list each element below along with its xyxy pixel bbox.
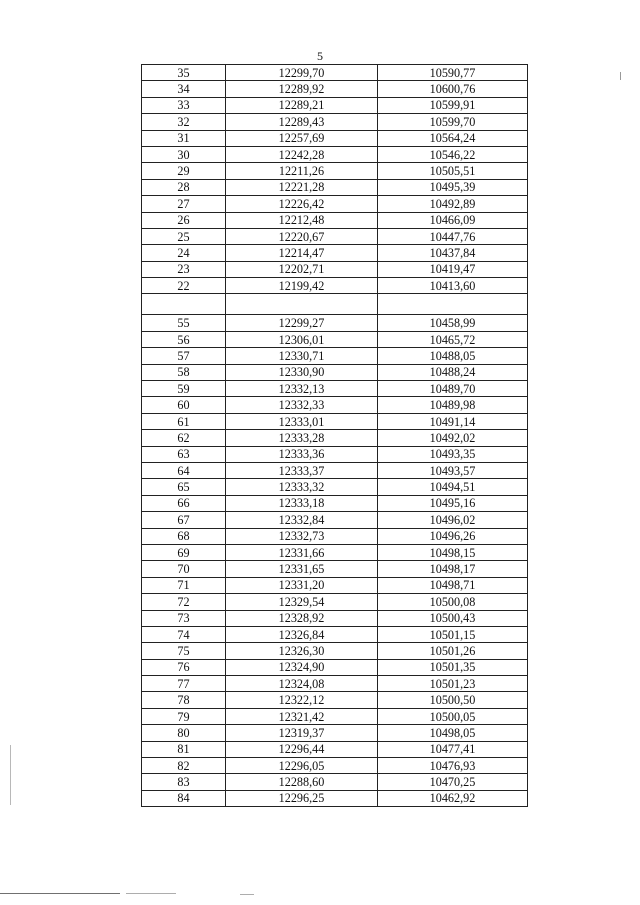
- y-coordinate-cell: 10437,84: [378, 245, 528, 261]
- y-coordinate-cell: 10489,70: [378, 381, 528, 397]
- table-row: [142, 212, 528, 228]
- y-coordinate-cell: 10599,91: [378, 97, 528, 113]
- x-coordinate-cell: 12326,30: [226, 643, 378, 659]
- point-number-cell: 71: [142, 577, 226, 593]
- x-coordinate-cell: [226, 294, 378, 315]
- point-number-cell: 34: [142, 81, 226, 97]
- y-coordinate-cell: 10488,05: [378, 348, 528, 364]
- x-coordinate-cell: 12306,01: [226, 331, 378, 347]
- table-row: [142, 512, 528, 528]
- table-row: [142, 741, 528, 757]
- y-coordinate-cell: 10496,02: [378, 512, 528, 528]
- table-row: [142, 610, 528, 626]
- x-coordinate-cell: 12202,71: [226, 261, 378, 277]
- point-number-cell: [142, 294, 226, 315]
- coordinates-table-body: [142, 65, 528, 807]
- y-coordinate-cell: 10447,76: [378, 228, 528, 244]
- table-row: [142, 725, 528, 741]
- point-number-cell: 72: [142, 594, 226, 610]
- y-coordinate-cell: 10413,60: [378, 278, 528, 294]
- table-row: [142, 228, 528, 244]
- x-coordinate-cell: 12319,37: [226, 725, 378, 741]
- x-coordinate-cell: 12299,27: [226, 315, 378, 331]
- x-coordinate-cell: 12326,84: [226, 626, 378, 642]
- table-row: [142, 348, 528, 364]
- table-row: [142, 81, 528, 97]
- point-number-cell: 56: [142, 331, 226, 347]
- point-number-cell: 33: [142, 97, 226, 113]
- point-number-cell: 29: [142, 163, 226, 179]
- x-coordinate-cell: 12331,66: [226, 544, 378, 560]
- table-row: [142, 315, 528, 331]
- point-number-cell: 28: [142, 179, 226, 195]
- point-number-cell: 80: [142, 725, 226, 741]
- table-row: [142, 261, 528, 277]
- y-coordinate-cell: 10505,51: [378, 163, 528, 179]
- point-number-cell: 58: [142, 364, 226, 380]
- point-number-cell: 69: [142, 544, 226, 560]
- x-coordinate-cell: 12333,01: [226, 413, 378, 429]
- y-coordinate-cell: 10498,15: [378, 544, 528, 560]
- y-coordinate-cell: 10500,50: [378, 692, 528, 708]
- x-coordinate-cell: 12211,26: [226, 163, 378, 179]
- table-row: [142, 397, 528, 413]
- y-coordinate-cell: 10495,16: [378, 495, 528, 511]
- table-row: [142, 676, 528, 692]
- point-number-cell: 35: [142, 65, 226, 81]
- table-row: [142, 114, 528, 130]
- table-row: [142, 146, 528, 162]
- point-number-cell: 25: [142, 228, 226, 244]
- y-coordinate-cell: 10501,23: [378, 676, 528, 692]
- point-number-cell: 65: [142, 479, 226, 495]
- table-row: [142, 446, 528, 462]
- table-row: [142, 413, 528, 429]
- point-number-cell: 78: [142, 692, 226, 708]
- table-row: [142, 196, 528, 212]
- scan-artifact: [0, 893, 120, 894]
- x-coordinate-cell: 12296,44: [226, 741, 378, 757]
- x-coordinate-cell: 12331,65: [226, 561, 378, 577]
- x-coordinate-cell: 12332,13: [226, 381, 378, 397]
- y-coordinate-cell: 10590,77: [378, 65, 528, 81]
- x-coordinate-cell: 12330,71: [226, 348, 378, 364]
- table-row: [142, 294, 528, 315]
- point-number-cell: 24: [142, 245, 226, 261]
- point-number-cell: 63: [142, 446, 226, 462]
- coordinates-table: [141, 64, 528, 807]
- y-coordinate-cell: 10458,99: [378, 315, 528, 331]
- y-coordinate-cell: 10501,35: [378, 659, 528, 675]
- point-number-cell: 79: [142, 708, 226, 724]
- y-coordinate-cell: 10488,24: [378, 364, 528, 380]
- y-coordinate-cell: 10495,39: [378, 179, 528, 195]
- point-number-cell: 82: [142, 758, 226, 774]
- x-coordinate-cell: 12199,42: [226, 278, 378, 294]
- point-number-cell: 70: [142, 561, 226, 577]
- table-row: [142, 163, 528, 179]
- x-coordinate-cell: 12220,67: [226, 228, 378, 244]
- x-coordinate-cell: 12296,25: [226, 790, 378, 806]
- table-row: [142, 594, 528, 610]
- table-row: [142, 758, 528, 774]
- x-coordinate-cell: 12333,32: [226, 479, 378, 495]
- table-row: [142, 430, 528, 446]
- y-coordinate-cell: 10599,70: [378, 114, 528, 130]
- table-row: [142, 790, 528, 806]
- table-row: [142, 130, 528, 146]
- x-coordinate-cell: 12333,36: [226, 446, 378, 462]
- point-number-cell: 57: [142, 348, 226, 364]
- x-coordinate-cell: 12214,47: [226, 245, 378, 261]
- page-number: 5: [317, 49, 323, 63]
- table-row: [142, 659, 528, 675]
- x-coordinate-cell: 12333,18: [226, 495, 378, 511]
- x-coordinate-cell: 12333,28: [226, 430, 378, 446]
- y-coordinate-cell: 10498,71: [378, 577, 528, 593]
- x-coordinate-cell: 12212,48: [226, 212, 378, 228]
- point-number-cell: 76: [142, 659, 226, 675]
- point-number-cell: 64: [142, 462, 226, 478]
- y-coordinate-cell: 10493,57: [378, 462, 528, 478]
- point-number-cell: 66: [142, 495, 226, 511]
- x-coordinate-cell: 12324,90: [226, 659, 378, 675]
- y-coordinate-cell: 10470,25: [378, 774, 528, 790]
- point-number-cell: 75: [142, 643, 226, 659]
- y-coordinate-cell: 10491,14: [378, 413, 528, 429]
- point-number-cell: 77: [142, 676, 226, 692]
- y-coordinate-cell: 10496,26: [378, 528, 528, 544]
- scan-artifact: [126, 893, 176, 894]
- table-row: [142, 179, 528, 195]
- x-coordinate-cell: 12332,33: [226, 397, 378, 413]
- point-number-cell: 23: [142, 261, 226, 277]
- y-coordinate-cell: 10462,92: [378, 790, 528, 806]
- y-coordinate-cell: 10498,05: [378, 725, 528, 741]
- x-coordinate-cell: 12289,43: [226, 114, 378, 130]
- y-coordinate-cell: 10564,24: [378, 130, 528, 146]
- table-row: [142, 479, 528, 495]
- scan-artifact: [620, 72, 621, 80]
- x-coordinate-cell: 12332,73: [226, 528, 378, 544]
- y-coordinate-cell: 10476,93: [378, 758, 528, 774]
- point-number-cell: 59: [142, 381, 226, 397]
- x-coordinate-cell: 12322,12: [226, 692, 378, 708]
- table-row: [142, 643, 528, 659]
- table-row: [142, 561, 528, 577]
- y-coordinate-cell: 10500,08: [378, 594, 528, 610]
- table-row: [142, 331, 528, 347]
- y-coordinate-cell: 10501,15: [378, 626, 528, 642]
- x-coordinate-cell: 12289,21: [226, 97, 378, 113]
- point-number-cell: 60: [142, 397, 226, 413]
- table-row: [142, 462, 528, 478]
- x-coordinate-cell: 12296,05: [226, 758, 378, 774]
- point-number-cell: 83: [142, 774, 226, 790]
- table-row: [142, 364, 528, 380]
- point-number-cell: 61: [142, 413, 226, 429]
- point-number-cell: 31: [142, 130, 226, 146]
- x-coordinate-cell: 12324,08: [226, 676, 378, 692]
- x-coordinate-cell: 12330,90: [226, 364, 378, 380]
- point-number-cell: 68: [142, 528, 226, 544]
- y-coordinate-cell: 10477,41: [378, 741, 528, 757]
- scan-artifact: [10, 745, 11, 805]
- table-row: [142, 245, 528, 261]
- table-row: [142, 692, 528, 708]
- y-coordinate-cell: 10546,22: [378, 146, 528, 162]
- x-coordinate-cell: 12221,28: [226, 179, 378, 195]
- table-row: [142, 708, 528, 724]
- point-number-cell: 62: [142, 430, 226, 446]
- table-row: [142, 381, 528, 397]
- x-coordinate-cell: 12288,60: [226, 774, 378, 790]
- table-row: [142, 544, 528, 560]
- table-row: [142, 97, 528, 113]
- y-coordinate-cell: 10465,72: [378, 331, 528, 347]
- y-coordinate-cell: 10489,98: [378, 397, 528, 413]
- scan-artifact: [240, 894, 254, 895]
- y-coordinate-cell: 10500,43: [378, 610, 528, 626]
- x-coordinate-cell: 12333,37: [226, 462, 378, 478]
- table-row: [142, 626, 528, 642]
- table-row: [142, 495, 528, 511]
- y-coordinate-cell: 10419,47: [378, 261, 528, 277]
- x-coordinate-cell: 12242,28: [226, 146, 378, 162]
- x-coordinate-cell: 12328,92: [226, 610, 378, 626]
- table-row: [142, 65, 528, 81]
- y-coordinate-cell: 10501,26: [378, 643, 528, 659]
- y-coordinate-cell: 10500,05: [378, 708, 528, 724]
- x-coordinate-cell: 12299,70: [226, 65, 378, 81]
- table-row: [142, 528, 528, 544]
- point-number-cell: 67: [142, 512, 226, 528]
- point-number-cell: 32: [142, 114, 226, 130]
- x-coordinate-cell: 12332,84: [226, 512, 378, 528]
- point-number-cell: 30: [142, 146, 226, 162]
- y-coordinate-cell: 10493,35: [378, 446, 528, 462]
- table-row: [142, 278, 528, 294]
- y-coordinate-cell: 10492,89: [378, 196, 528, 212]
- y-coordinate-cell: 10498,17: [378, 561, 528, 577]
- table-row: [142, 577, 528, 593]
- y-coordinate-cell: 10492,02: [378, 430, 528, 446]
- x-coordinate-cell: 12321,42: [226, 708, 378, 724]
- x-coordinate-cell: 12289,92: [226, 81, 378, 97]
- y-coordinate-cell: 10466,09: [378, 212, 528, 228]
- x-coordinate-cell: 12331,20: [226, 577, 378, 593]
- point-number-cell: 81: [142, 741, 226, 757]
- point-number-cell: 55: [142, 315, 226, 331]
- x-coordinate-cell: 12329,54: [226, 594, 378, 610]
- x-coordinate-cell: 12226,42: [226, 196, 378, 212]
- point-number-cell: 26: [142, 212, 226, 228]
- point-number-cell: 84: [142, 790, 226, 806]
- y-coordinate-cell: 10494,51: [378, 479, 528, 495]
- x-coordinate-cell: 12257,69: [226, 130, 378, 146]
- point-number-cell: 74: [142, 626, 226, 642]
- table-row: [142, 774, 528, 790]
- point-number-cell: 27: [142, 196, 226, 212]
- point-number-cell: 73: [142, 610, 226, 626]
- point-number-cell: 22: [142, 278, 226, 294]
- y-coordinate-cell: [378, 294, 528, 315]
- y-coordinate-cell: 10600,76: [378, 81, 528, 97]
